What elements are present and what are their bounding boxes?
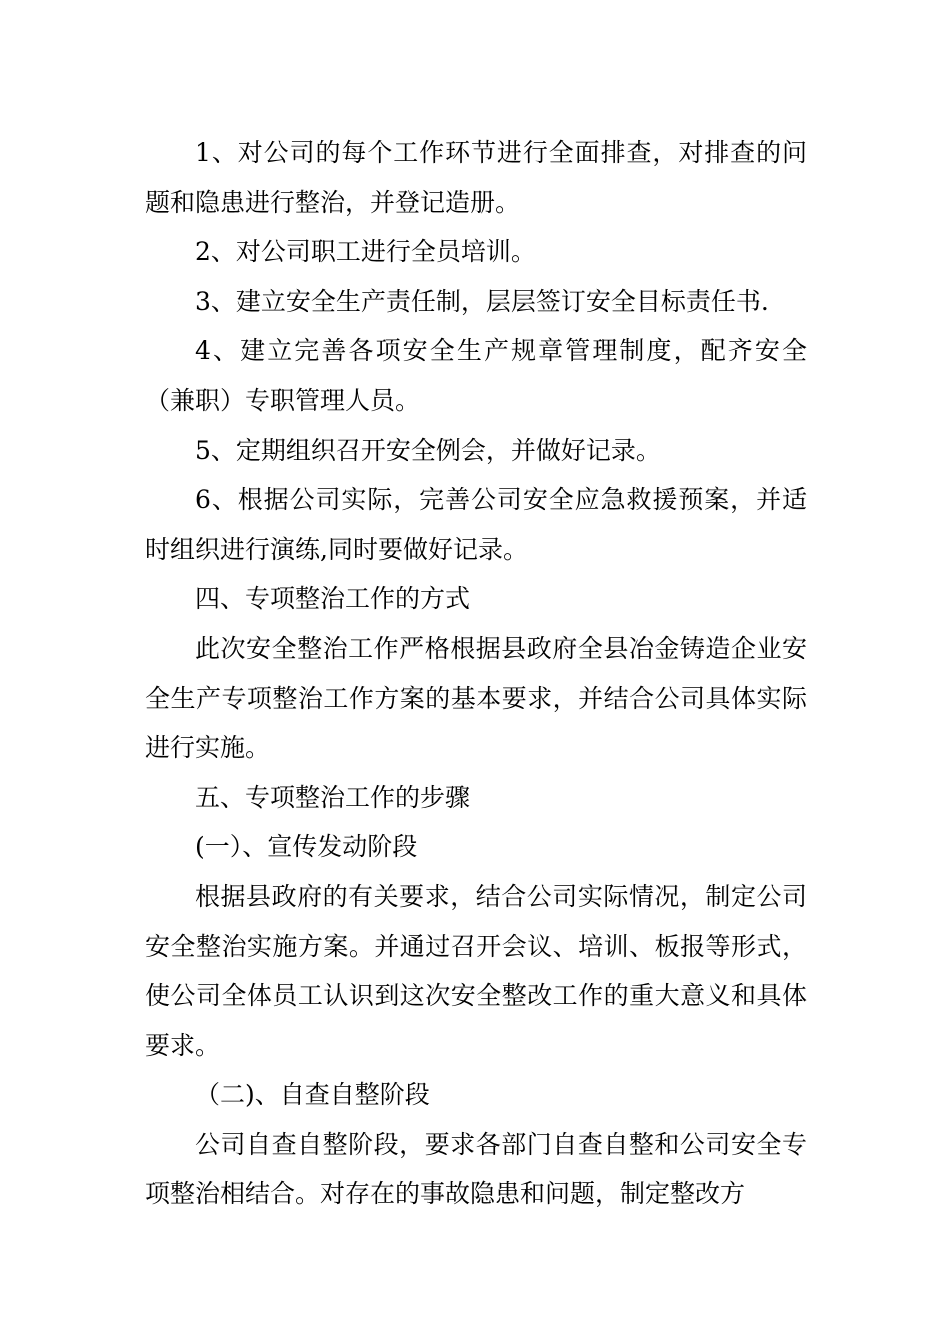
section-heading-5: 五、专项整治工作的步骤 <box>195 782 471 812</box>
paragraph-item-6: 6、根据公司实际，完善公司安全应急救援预案，并适时组织进行演练,同时要做好记录。 <box>145 485 807 564</box>
paragraph-item-5: 5、定期组织召开安全例会，并做好记录。 <box>195 435 661 465</box>
subheading-stage-2: （二)、自查自整阶段 <box>195 1080 430 1110</box>
paragraph-item-2: 2、对公司职工进行全员培训。 <box>195 237 536 267</box>
paragraph-stage-1: 根据县政府的有关要求，结合公司实际情况，制定公司安全整治实施方案。并通过召开会议、培训、板报等形式，使公司全体员工认识到这次安全整改工作的重大意义和具体要求。 <box>145 881 807 1060</box>
paragraph-item-4: 4、建立完善各项安全生产规章管理制度，配齐安全（兼职）专职管理人员。 <box>145 336 807 415</box>
paragraph-item-3: 3、建立安全生产责任制，层层签订安全目标责任书. <box>195 286 769 316</box>
paragraph-method: 此次安全整治工作严格根据县政府全县冶金铸造企业安全生产专项整治工作方案的基本要求，并结合公司具体实际进行实施。 <box>145 633 807 763</box>
document-body <box>145 128 807 1219</box>
paragraph-stage-2: 公司自查自整阶段，要求各部门自查自整和公司安全专项整治相结合。对存在的事故隐患和问题，制定整改方 <box>145 1129 807 1209</box>
paragraph-item-1: 1、对公司的每个工作环节进行全面排查，对排查的问题和隐患进行整治，并登记造册。 <box>145 138 807 217</box>
subheading-stage-1: (一）、宣传发动阶段 <box>195 832 418 862</box>
section-heading-4: 四、专项整治工作的方式 <box>195 584 471 614</box>
